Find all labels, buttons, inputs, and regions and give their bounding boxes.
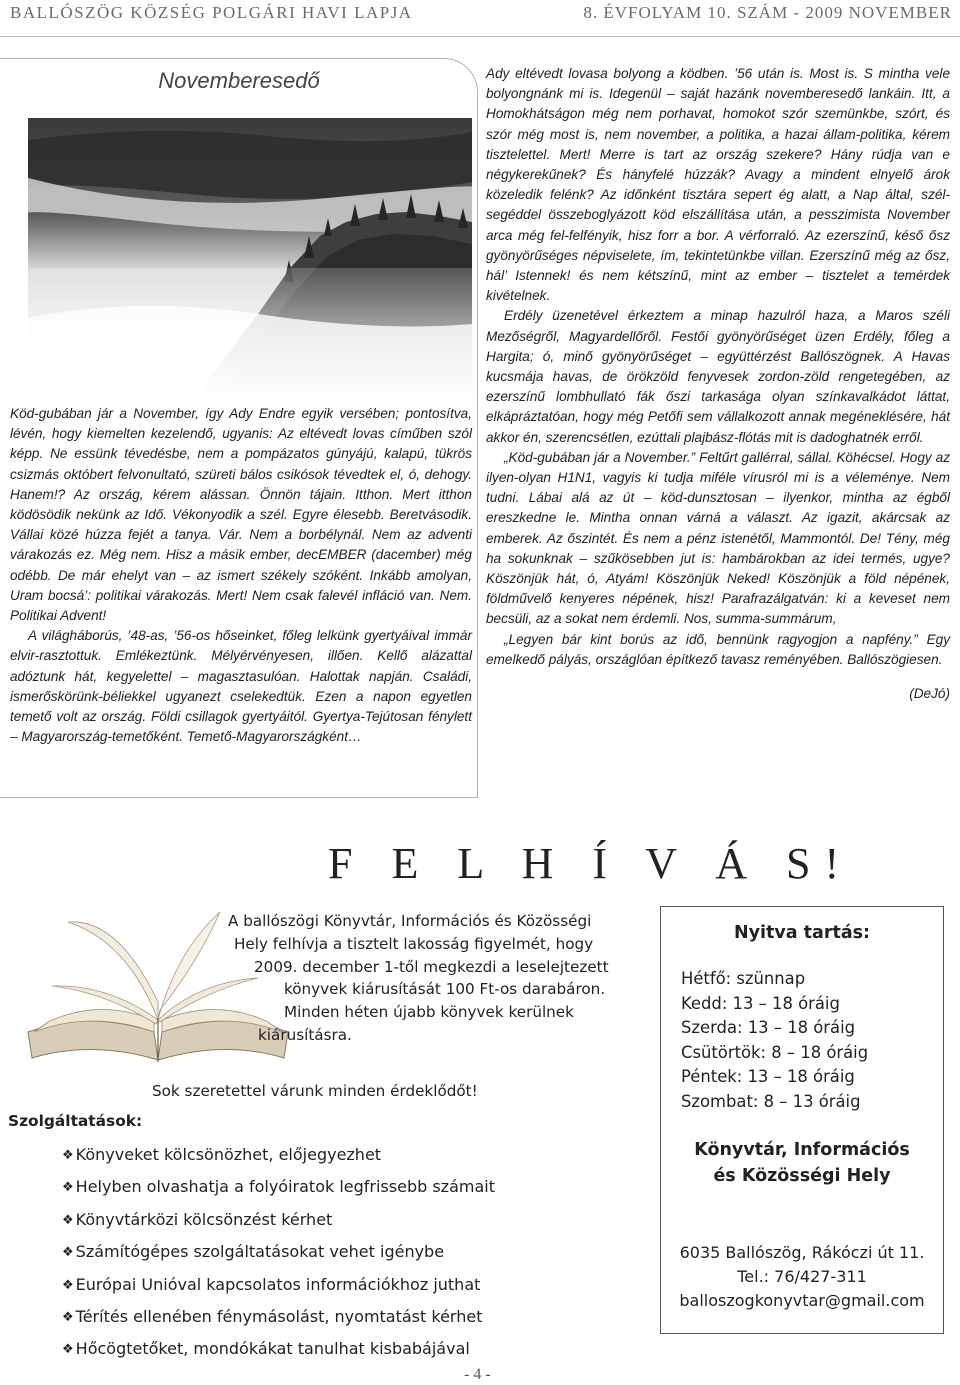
notice-line: A ballószögi Könyvtár, Információs és Közösségi bbox=[228, 912, 592, 930]
article-paragraph: Erdély üzenetével érkeztem a minap hazulról haza, a Maros széli Mezőségről, Magyardellőről. Festői gyönyörűséget üzen Erdély, főleg a Hargita; ó, minő gyönyörűséget – együttérzést Ballószögnek. A Havas kucsmája havas, de örökzöld fenyvesek zordon-zöld rengetegében, az ezerszínű lombhullató fák őszi tarkasága olyan színkavalkádot láttat, elkápráztatóan, hogy még Petőfi sem vállalkozott annak megéneklésére, hát akkor én, szerencsétlen, ezúttali plajbász-flótás mit is dadoghatnék erről. bbox=[486, 308, 950, 445]
notice-line: könyvek kiárusítását 100 Ft-os darabáron. bbox=[284, 980, 606, 999]
article-paragraph: „Legyen bár kint borús az idő, bennünk ragyogjon a napfény.” Egy emelkedő pályás, országlóan építkező tavasz reményében. Ballószögiesen. bbox=[486, 631, 950, 667]
opening-hours-list bbox=[681, 967, 868, 1115]
article-title: Novemberesedő bbox=[158, 68, 320, 93]
list-item: Szerda: 13 – 18 óráig bbox=[681, 1018, 856, 1038]
list-item: ❖ Térítés ellenében fénymásolást, nyomtatást kérhet bbox=[62, 1307, 483, 1327]
article-paragraph: Ady eltévedt lovasa bolyong a ködben. ’56 után is. Most is. S mintha vele bolyongnánk mi is. Idegenül – saját hazánk novemberesedő lankáin. Itt, a Homokhátságon még nem porhavat, homokot szór szemünkbe, szórt, és szór még most is, nem november, a politika, a hazai állam-politika, kérem tisztelettel. Mert! Merre is tart az ország szekere? Hány rúdja van e négykerekűnek? És hányfelé húzzák? Avagy a mindent elnyelő árok közeledik felénk? Az időnként tisztára sepert ég alatt, a Nap által, szél-segéddel összeboglyázott köd elszállítása után, a pesszimista November arca még fel-felfényik, hisz forr a bor. A vérforraló. Az ezerszínű, késő ősz gyönyörűséges népviselete, ím, tekintetünkbe villan. Ezerszínű még az ősz, hál’ Istennek! és nem kétszínű, mint az ember – tisztelet a temérdek kivételnek. bbox=[486, 66, 950, 304]
foggy-forest-photo bbox=[28, 118, 472, 394]
diamond-bullet-icon: ❖ bbox=[62, 1277, 74, 1293]
opening-hours-title: Nyitva tartás: bbox=[733, 923, 871, 943]
article-left-column bbox=[10, 404, 472, 747]
notice-line: kiárusításra. bbox=[258, 1025, 352, 1044]
notice-line: Hely felhívja a tisztelt lakosság figyelmét, hogy bbox=[234, 934, 594, 953]
author-signature: (DeJó) bbox=[909, 686, 950, 702]
contact-info bbox=[661, 1241, 943, 1312]
list-item: ❖ Könyvtárközi kölcsönzést kérhet bbox=[62, 1209, 333, 1229]
article-paragraph: Köd-gubában jár a November, így Ady Endre egyik versében; pontosítva, lévén, hogy kiemelten kezelendő, ugyanis: Az eltévedt lovas címűben szól képp. Ne essünk tévedésbe, nem a pompázatos gúnyájú, kalapú, tükrös csizmás októbert felvonultató, szüreti bálos csikósok tévedtek el, ó, dehogy. Hanem!? Az ország, kérem alássan. Önnön tájain. Itthon. Mert itthon ködösödik nekünk az Idő. Vékonyodik a szél. Egyre élesebb. Beretvásodik. Vállai közé húzza fejét a tanya. Vár. Nem a borbélynál. Nem az adventi várakozás ez. Még nem. Hisz a másik ember, decEMBER (dacember) még odébb. De már ehelyt van – az ismert székely szóként. Inkább amolyan, Uram bocsá’: politikai várakozás. Mert! Nem csak falevél infláció van. Nem. Politikai Advent! bbox=[10, 406, 472, 624]
diamond-bullet-icon: ❖ bbox=[62, 1180, 74, 1196]
list-item: Szombat: 8 – 13 óráig bbox=[681, 1091, 861, 1111]
list-item: ❖ Könyveket kölcsönözhet, előjegyezhet bbox=[62, 1145, 382, 1164]
list-item: ❖ Helyben olvashatja a folyóiratok legfrissebb számait bbox=[62, 1177, 495, 1197]
notice-line: 2009. december 1-től megkezdi a leselejtezett bbox=[254, 957, 609, 976]
list-item: ❖ Európai Unióval kapcsolatos információkhoz juthat bbox=[62, 1274, 481, 1294]
list-item: Péntek: 13 – 18 óráig bbox=[681, 1067, 855, 1087]
publication-name: BALLÓSZÖG KÖZSÉG POLGÁRI HAVI LAPJA bbox=[10, 3, 413, 22]
list-item: Hétfő: szünnap bbox=[681, 969, 806, 988]
welcome-message: Sok szeretettel várunk minden érdeklődőt! bbox=[152, 1082, 478, 1100]
diamond-bullet-icon: ❖ bbox=[62, 1310, 74, 1326]
article-right-column bbox=[486, 64, 950, 704]
email-address: balloszogkonyvtar@gmail.com bbox=[679, 1290, 925, 1310]
diamond-bullet-icon: ❖ bbox=[62, 1245, 74, 1261]
notice-line: Minden héten újabb könyvek kerülnek bbox=[284, 1003, 574, 1022]
list-item: Csütörtök: 8 – 18 óráig bbox=[681, 1042, 869, 1062]
diamond-bullet-icon: ❖ bbox=[62, 1212, 74, 1228]
header-divider bbox=[0, 36, 960, 37]
diamond-bullet-icon: ❖ bbox=[62, 1342, 74, 1358]
notice-body bbox=[228, 910, 654, 1047]
list-item: ❖ Számítógépes szolgáltatásokat vehet igénybe bbox=[62, 1242, 445, 1262]
list-item: ❖ Hőcögtetőket, mondókákat tanulhat kisbabájával bbox=[62, 1339, 470, 1359]
notice-title: F E L H Í V Á S! bbox=[328, 839, 854, 888]
list-item: Kedd: 13 – 18 óráig bbox=[681, 993, 840, 1013]
services-heading: Szolgáltatások: bbox=[8, 1112, 143, 1130]
services-list bbox=[62, 1140, 495, 1367]
phone: Tel.: 76/427-311 bbox=[737, 1266, 867, 1286]
issue-info: 8. ÉVFOLYAM 10. SZÁM - 2009 NOVEMBER bbox=[583, 3, 952, 22]
diamond-bullet-icon: ❖ bbox=[62, 1148, 74, 1163]
opening-hours-box bbox=[660, 906, 944, 1334]
address: 6035 Ballószög, Rákóczi út 11. bbox=[679, 1243, 925, 1262]
page-number: - 4 - bbox=[464, 1366, 491, 1383]
article-paragraph: A világháborús, ’48-as, ’56-os hőseinket, főleg lelkünk gyertyáival immár elvir-rasztottuk. Emlékeztünk. Mélyérvényesen, illően. Kellő alázattal adóztunk hát, kegyelettel – magasztasulóan. Halottak napján. Családi, ismerőskörünk-béliekkel ugyanezt cselekedtük. Ezen a napon egyetlen temető volt az ország. Földi csillagok gyertyáitól. Gyertya-Tejútosan fénylett – Magyarország-temetőként. Temető-Magyarországként… bbox=[10, 628, 472, 745]
article-paragraph: „Köd-gubában jár a November.” Feltűrt gallérral, sállal. Köhécsel. Hogy az ilyen-olyan H1N1, vagyis ki tudja miféle vírusról mi is a véleménye. Nem tudni. Lábai alá az út – köd-dunsztosan – ilyenkor, mintha az égből ereszkedne le. Mintha onnan várná a választ. Az igazit, akárcsak az emberek. Az őszintét. És nem a pénz istenétől, Mammontól. De! Tény, még ha sokunknak – szűkösebben jut is: hambárokban az idei termés, ugye? Köszönjük hát, ó, Atyám! Köszönjük Neked! Köszönjük a föld népének, földművelő kenyeres népének, hisz! Parafrazálgatván: ki a keveset nem becsüli, az a sokat nem érdemli. Nos, summa-summárum, bbox=[486, 449, 950, 627]
institution-name: Könyvtár, Információs és Közösségi Hely bbox=[694, 1140, 910, 1186]
